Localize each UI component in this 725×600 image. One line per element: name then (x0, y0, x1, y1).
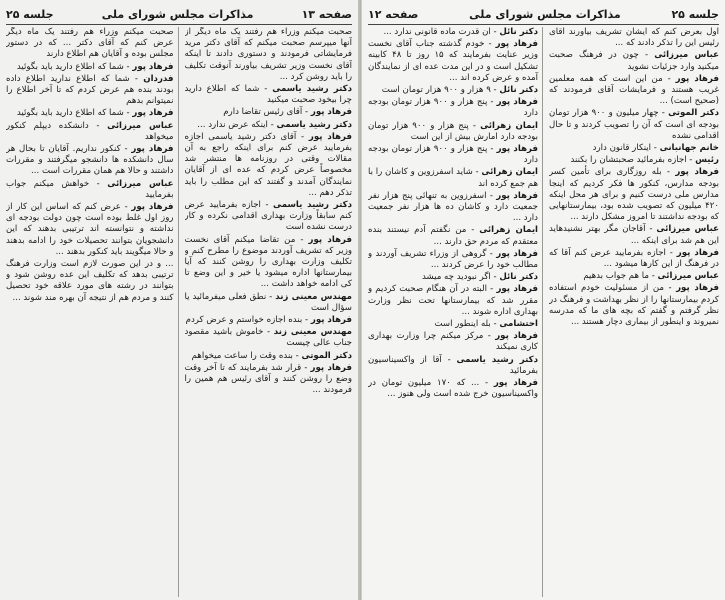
speech-text: - بنده اجازه خواستم و عرض کردم (185, 315, 309, 326)
speaker-name: فرهاد پور (495, 39, 538, 50)
speaker-name: فرهاد پور (495, 331, 538, 342)
transcript-paragraph (368, 121, 538, 143)
transcript-paragraph (185, 120, 353, 131)
speaker-name: دکتر الموتی (668, 108, 719, 119)
speech-text: - اجازه بفرمائید صحبتشان را بکنند (570, 155, 693, 166)
speaker-name: خانم جهانبانی (659, 143, 719, 154)
speech-text: - شاید اسفرزوین و کاشان را با هم جمع کرده اند (368, 167, 538, 189)
transcript-paragraph (368, 144, 538, 166)
transcript-paragraph (549, 155, 719, 166)
transcript-paragraph (185, 363, 353, 397)
transcript-paragraph (185, 132, 353, 199)
speaker-name: فرهاد پور (496, 144, 538, 155)
speech-text: - آن قدرت ماده قانونی ندارد ... (383, 27, 497, 37)
speech-text: - اسفرزوین به تنهائی پنج هزار نفر جمعیت دارد و کاشان ده ها هزار نفر جمعیت دارد ... (368, 190, 538, 224)
text-column-right (549, 27, 719, 597)
speech-text: - اینکه عرض ندارد ... (197, 119, 274, 130)
transcript-paragraph (185, 200, 353, 234)
speech-text: - چون در فرهنگ صحبت میکنید وارد جزئیات نشوید (549, 50, 719, 72)
speaker-name: عباس میرزائی (654, 50, 719, 61)
speaker-name: مهندس معینی زند (273, 327, 352, 338)
speaker-name: دکتر الموتی (301, 350, 352, 361)
speaker-name: فرهاد پور (310, 315, 352, 326)
transcript-paragraph (368, 272, 538, 283)
transcript-paragraph (368, 85, 538, 96)
speech-text: - آقای رئیس تقاضا دارم (223, 107, 309, 118)
transcript-paragraph (368, 331, 538, 353)
transcript-paragraph (549, 271, 719, 282)
transcript-paragraph (185, 235, 353, 291)
speaker-name: فدردان (143, 73, 174, 84)
transcript-paragraph (368, 39, 538, 84)
transcript-paragraph (368, 27, 538, 38)
transcript-paragraph (368, 378, 538, 400)
transcript-paragraph (185, 84, 353, 106)
speech-text: - خودم گذشته جناب آقای نخست وزیر عنایت بفرمایند که ۱۵ روز تا ۴۸ کابینه تشکیل است و در این مدت عده ای از نمایندگان آمده و عرض کرده اند ... (368, 39, 538, 83)
speech-text: - خواهش میکنم جواب بفرمایید (6, 178, 174, 200)
transcript-paragraph (185, 107, 353, 118)
speech-text: - ما هم جواب بدهیم (583, 271, 655, 282)
speaker-name: دکتر رشید یاسمی (273, 200, 352, 211)
speech-text: - من نگفتم آدم نیستند بنده معتقدم که مردم حق دارند ... (368, 225, 538, 247)
session-label: جلسه ۲۵ (6, 7, 54, 21)
transcript-paragraph (185, 327, 353, 349)
transcript-paragraph (368, 97, 538, 119)
speech-text: - اینکار قانون دارد (592, 143, 657, 154)
speech-text: - شما که اطلاع ندارید اطلاع داده بودند بنده هم عرض کردم که تا آخر اطلاع را نمیتوانم بدهم (6, 73, 174, 107)
speech-text: - گروهی از وزراء تشریف آوردند و مطالب خود را عرض کردند ... (368, 248, 538, 271)
speech-text: - نطق فعلی میفرمائید یا سؤال است (184, 291, 352, 313)
speech-text: - ... که ۱۷۰ میلیون تومان در واکسیناسیون خرج شده است ولی هنوز ... (368, 378, 538, 400)
page-12 (362, 0, 725, 600)
speech-text: - پنج هزار و ۹۰۰ هزار تومان بودجه دارد امارش بیش از این است (368, 120, 538, 142)
speaker-name: فرهاد پور (308, 234, 352, 245)
transcript-paragraph (6, 259, 174, 304)
speaker-name: رئیس (695, 155, 719, 166)
speaker-name: عباس میرزائی (107, 178, 174, 189)
page-header (6, 4, 352, 25)
speech-text: - اجازه بفرمایید عرض کنم آقا که در فرهنگ از این کارها میشود ... (549, 247, 719, 270)
transcript-paragraph (185, 315, 353, 326)
speech-text: - بله اینطور است (434, 319, 497, 330)
speaker-name: عباس میرزائی (656, 224, 719, 235)
session-label: جلسه ۲۵ (671, 7, 719, 21)
speech-text: - آقا از واکسیناسیون بفرمائید (368, 354, 538, 376)
speaker-name: فرهاد پور (132, 61, 174, 72)
transcript-paragraph (549, 108, 719, 142)
speaker-name: فرهاد پور (675, 167, 719, 178)
speech-text: - شما که اطلاع دارید چرا بیخود صحبت میکنید (184, 84, 352, 106)
transcript-paragraph (549, 248, 719, 270)
speech-text: - کنکور نداریم. آقایان تا بحال هر سال دانشکده ها دانشجو میگرفتند و مقررات داشتند و حالا هم همان مقررات است ... (6, 144, 174, 177)
transcript-paragraph (6, 62, 174, 73)
speech-text: - من این است که همه معلمین غریب هستند و فرمایشات آقای فرمودند که (صحیح است) ... (549, 73, 719, 107)
speaker-name: فرهاد پور (496, 284, 539, 295)
text-column-right (185, 27, 353, 597)
speech-text: صحبت میکنم وزراء هم رفتند یک ماه دیگر از آنها میپرسم صحبت میکنم که آقای دکتر مرید فرمایشاتی فرمودند و دستوری دادند تا اینکه آقای نخست وزیر تشریف بیاورند آنوقت تکلیف را باید روشن کرد ... (184, 27, 352, 82)
speech-text: - قرار شد بفرمایند که تا آخر وقت وضع را روشن کنند و آقای رئیس هم همین را فرمودند ... (184, 362, 352, 396)
transcript-paragraph (368, 319, 538, 330)
page-13 (0, 0, 360, 600)
speech-text: صحبت میکنم وزراء هم رفتند یک ماه دیگر عرض کنم که آقای دکتر ... که در دستور مجلس بوده و آقایان هم اطلاع دارند (6, 27, 174, 60)
speech-text: - بنده وقت را ساعت میخواهم (191, 350, 299, 361)
transcript-paragraph (185, 292, 353, 314)
speaker-name: دکتر نائل (499, 85, 538, 96)
speaker-name: فرهاد پور (496, 248, 538, 259)
page-number: صفحه ۱۳ (301, 7, 352, 21)
speech-text: - پنج هزار و ۹۰۰ هزار تومان بودجه دارد (368, 97, 538, 119)
speaker-name: فرهاد پور (676, 283, 719, 294)
speaker-name: فرهاد پور (131, 144, 174, 155)
speaker-name: مهندس معینی زند (275, 291, 352, 302)
transcript-paragraph (6, 74, 174, 108)
speaker-name: دکتر رشید یاسمی (276, 119, 352, 130)
transcript-paragraph (6, 27, 174, 61)
transcript-paragraph (6, 179, 174, 201)
transcript-paragraph (368, 284, 538, 318)
speech-text: - من از مسئولیت خودم استفاده کردم بیمارستانها را از نظر بهداشت و فرهنگ در نظر گرفتم و گفتم که بچه های ما که مدرسه نمیروند و اینطور از بیماری دچار هستند ... (549, 283, 719, 328)
speaker-name: فرهاد پور (675, 73, 719, 84)
speech-text: - آقاجان مگر بهتر نشنیدهاید این هم شد برای اینکه ... (549, 224, 719, 246)
transcript-paragraph (6, 202, 174, 258)
speech-text: - مرکز میکنم چرا وزارت بهداری کاری نمیکند (368, 331, 538, 353)
transcript-paragraph (549, 27, 719, 49)
speaker-name: فرهاد پور (496, 190, 539, 201)
transcript-paragraph (549, 283, 719, 328)
speech-text: - ۹ هزار و ۹۰۰ هزار تومان است (381, 85, 497, 96)
transcript-paragraph (368, 167, 538, 189)
speech-text: - اگر نبودید چه میشد (421, 272, 497, 283)
transcript-paragraph (185, 27, 353, 83)
speaker-name: عباس میرزائی (107, 120, 174, 131)
speech-text: - من تقاضا میکنم آقای نخست وزیر که تشریف آوردند موضوع را مطرح کنم و تکلیف وزارت بهداری را روشن کنند که آیا بیمارستانها اداره میشود یا خیر و این وضع تا کی ادامه خواهد داشت ... (184, 234, 352, 290)
transcript-paragraph (368, 355, 538, 377)
page-number: صفحه ۱۲ (368, 7, 419, 21)
speaker-name: دکتر نائل (499, 27, 538, 37)
speech-text: - چهار میلیون و ۹۰۰ هزار تومان بودجه ای است که آن را تصویب کردند و تا حال اقدامی نشده (549, 108, 719, 141)
transcript-paragraph (185, 351, 353, 362)
speech-text: - شما که اطلاع دارید باید بگوئید (16, 61, 130, 72)
speaker-name: فرهاد پور (131, 202, 174, 213)
transcript-paragraph (368, 225, 538, 247)
speaker-name: فرهاد پور (132, 108, 174, 119)
text-column-left (6, 27, 179, 597)
speech-text: - خاموش باشید مقصود جناب عالی چیست (184, 327, 352, 349)
speaker-name: فرهاد پور (496, 97, 538, 108)
transcript-paragraph (368, 249, 538, 271)
speaker-name: ایمان زهرائی (479, 225, 538, 236)
transcript-paragraph (549, 167, 719, 223)
speaker-name: عباس میرزائی (657, 271, 719, 282)
speaker-name: فرهاد پور (676, 247, 719, 258)
speech-text: - البته در آن هنگام صحبت کردیم و مقرر شد که بیمارستانها تحت نظر وزارت بهداری اداره شوند ... (368, 284, 538, 317)
speaker-name: دکتر نائل (499, 272, 538, 283)
text-column-left (368, 27, 543, 597)
speech-text: - پنج هزار و ۹۰۰ هزار تومان بودجه دارد (368, 144, 538, 166)
speech-text: اول بعرض کنم که ایشان تشریف بیاورند آقای رئیس این را تذکر دادند که ... (549, 27, 719, 49)
publication-title: مذاکرات مجلس شورای ملی (469, 7, 621, 21)
speech-text: - دانشکده دیپلم کنکور میخواهد (6, 120, 174, 142)
publication-title: مذاکرات مجلس شورای ملی (101, 7, 254, 21)
speaker-name: دکتر رشید یاسمی (272, 84, 352, 95)
speech-text: ... و در این صورت لازم است وزارت فرهنگ ترتیبی بدهد که تکلیف این عده روشن شود و بتوانند در رشته های مورد علاقه خود تحصیل کنند و مردم هم از نتیجه آن بهره مند شوند ... (6, 259, 174, 303)
speaker-name: فرهاد پور (493, 378, 539, 389)
speaker-name: ایمان زهرائی (481, 167, 538, 178)
transcript-paragraph (549, 143, 719, 154)
speaker-name: فرهاد پور (310, 107, 352, 118)
speaker-name: دکتر رشید یاسمی (456, 354, 538, 365)
speaker-name: فرهاد پور (310, 362, 352, 373)
transcript-paragraph (549, 224, 719, 246)
speech-text: - بله روزگاری برای تأمین کسر بودجه مدارس، کنکور ها فکر کردیم که اینجا مدارس ملی درست کنیم و برای هر محل اینکه ۴۲۰ میلیون که تصویب شده بود، بیمارستانهایی که بودجه نداشتند تا امروز مشکل دارند ... (549, 167, 719, 223)
transcript-paragraph (6, 121, 174, 143)
transcript-paragraph (549, 74, 719, 108)
speech-text: - اجازه بفرمایید عرض کنم سابقاً وزارت بهداری اقدامی نکرده و کار درست نشده است (184, 200, 352, 233)
speaker-name: احتشامی (499, 319, 538, 330)
transcript-paragraph (6, 108, 174, 119)
page-header (368, 4, 719, 25)
speaker-name: فرهاد پور (308, 131, 352, 142)
speech-text: - شما که اطلاع دارید باید بگوئید (16, 108, 130, 119)
transcript-paragraph (6, 144, 174, 178)
transcript-paragraph (549, 50, 719, 72)
speech-text: - آقای دکتر رشید یاسمی اجازه بفرمایید عرض کنم برای اینکه راجع به آن مقالات وقتی در روزنامه ها منتشر شد مخصوصاً عرض کردم که عده ای از آقایان نمایندگان آمدند و گفتند که این مطلب را باید تذکر دهم ... (184, 131, 352, 198)
speaker-name: ایمان زهرائی (480, 120, 538, 131)
speech-text: - عرض کنم که اساس این کار از روز اول غلط بوده است چون دولت بودجه ای نداشته و نتوانسته اند ترتیبی بدهند که این دانشجویان بتوانند تحصیلات خود را ادامه بدهند و حالا میگویند باید کنکور بدهند ... (6, 202, 174, 257)
transcript-paragraph (368, 191, 538, 225)
